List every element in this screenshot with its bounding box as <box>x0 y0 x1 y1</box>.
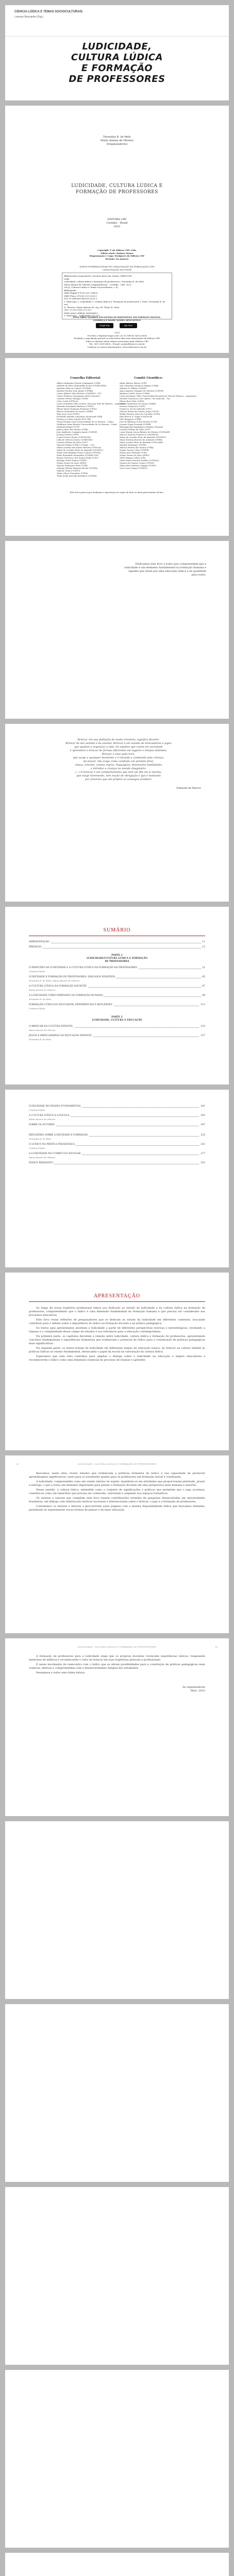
cip-line: Índice para catálogo sistemático <box>64 311 98 314</box>
council-member: Helder Buenos Aires de Carvalho (UFPI) <box>120 413 160 415</box>
summary-entry-title: LUDICIDADE NO ENSINO FUNDAMENTAL <box>29 1105 81 1108</box>
summary-entry-page: 181 <box>200 1105 205 1108</box>
summary-entry-author: Teresinha R. de Melo / Maria Alzenir de Oliveira <box>29 979 80 982</box>
book-title <box>5 183 229 195</box>
council-member: Jussara Fraga Portugal (UNEB) <box>120 423 151 426</box>
presentation-paragraph: Este livro reúne reflexões de pesquisadores que se dedicam ao estudo da ludicidade em diferentes contextos, buscando contribuir para o debate sobre a importância do lúdico na formação docente e na prática pedagógica. <box>29 1318 205 1325</box>
summary-part-heading: PARTE 2 <box>111 1016 123 1019</box>
summary-entry-author: Cristina d'Ávila <box>29 1109 45 1111</box>
cover-title-line: E FORMAÇÃO <box>81 63 153 74</box>
summary-entry-author: Teresinha R. de Melo <box>29 1138 52 1140</box>
council-member: Altair Alberto Fávero (UPF) <box>120 382 147 384</box>
epigraph-line: Brincar é uma ação livre, <box>102 753 136 756</box>
summary-part-heading: DE PROFESSORES <box>105 960 129 963</box>
council-member: Elione Maria Nogueira Diogenes (UFAL) <box>57 408 97 410</box>
organizer-line: Maria Alzenir de Oliveira <box>100 139 134 142</box>
dedication-page <box>5 541 229 719</box>
cip-line: 1. Educação 2. Ludicidade 3. Cultura lúdica 4. Formação de professores I. Melo, Teresinha R. de. org. <box>64 300 166 306</box>
cip-line: L948 <box>64 277 70 280</box>
council-member: Cesar Gerónimo Tello (Universidad Nacional de Três de Febrero – Argentina) <box>120 395 197 397</box>
council-member: Carlos Alberto Vilar Estêvão (UMINHO – PT) <box>57 392 102 395</box>
council-member: Tadeu Oliver Gonçalves (UFPA) <box>57 472 88 474</box>
summary-part-heading: PARTE 1 <box>111 954 123 957</box>
book-title-line: LUDICIDADE, CULTURA LÚDICA E <box>71 183 163 189</box>
council-member: Marcelo Paixão (UFRJ e UTexas – US) <box>57 444 94 446</box>
summary-page-2 <box>5 1090 229 1267</box>
summary-entry-author: Teresinha R. de Melo <box>29 998 52 1001</box>
cip-line: Ludicidade, cultura lúdica e formação de professores / Teresinha R. de Melo, <box>64 280 145 283</box>
legal-line: Conheça os nossos lançamentos: www.editoracrv.com.br <box>87 345 147 348</box>
council-member: Sérgio Nunes de Jesus (IFRO) <box>57 462 87 464</box>
council-member: Barbara Coelho Neves (UFBA) <box>120 392 150 395</box>
council-member: Lourdes Helena da Silva (UFV) <box>57 441 88 444</box>
cip-line: Bibliografia <box>64 289 76 292</box>
council-member: Fauston Negreiros (UFPI) <box>120 405 145 408</box>
legal-line: Foi feito o depósito legal conf. Lei 10.994 de 14/12/2004 <box>87 334 147 337</box>
blank-page <box>5 1821 229 1999</box>
cip-box <box>62 273 172 319</box>
copyright-block <box>5 249 229 260</box>
copyright-line: Revisão: Os Autores <box>105 257 129 260</box>
summary-entry-page: 11 <box>202 941 205 943</box>
epigraph-line: que surge livremente, sem noção de obrigação e que é motivado <box>76 774 161 777</box>
summary-entry[interactable] <box>29 946 205 949</box>
summary-entry[interactable] <box>29 1105 205 1108</box>
running-head: LUDICIDADE, CULTURA LÚDICA E FORMAÇÃO DE PROFESSORES <box>77 1463 157 1465</box>
summary-entry[interactable] <box>29 1134 205 1137</box>
presentation-paragraph: Ao longo de nossa trajetória profissional temos nos dedicado ao estudo da ludicidade e da cultura lúdica na formação de professores, compreendendo que o lúdico é uma dimensão fundamental da formação humana e que precisa ser considerado nos processos educativos. <box>29 1307 205 1317</box>
editorial-council <box>57 377 126 477</box>
council-member: Anselmo Alencar Colares (UFOPA) <box>57 387 91 389</box>
body-paragraph: Convidamos os leitores e leitoras a percorrerem estas páginas com a mesma disponibilidade lúdica que buscamos defender, permitindo-se experimentar novas formas de pensar e de fazer educação. <box>29 1505 205 1512</box>
council-member: Eduardo Fernandes Barbosa (UFMG) <box>57 405 94 408</box>
summary-entry[interactable] <box>29 1025 205 1028</box>
council-member: Maria Cristina dos Santos Bezerra (UFSCar) <box>57 446 102 449</box>
summary-page-1 <box>5 907 229 1084</box>
cip-line: DOI 10.24824/978652512350.5 <box>64 297 97 300</box>
summary-entry-author: Maria Alzenir de Oliveira <box>29 1156 56 1159</box>
summary-entry[interactable] <box>29 1004 205 1007</box>
presentation-rule <box>29 1301 205 1302</box>
summary-entry[interactable] <box>29 985 205 988</box>
epigraph-line: relaxa, envolve, ensina regras, linguagens, desenvolve habilidades <box>75 764 162 767</box>
epigraph <box>36 738 201 782</box>
council-member: Ana Chrystina Venancio Mignot (UERJ) <box>120 384 159 387</box>
epigraph-line: que ajudam a organizar a vida. Os sujeitos que vivem em sociedade <box>74 745 163 749</box>
council-member: José de Ribamar Sousa Pereira (UCB) <box>120 420 157 423</box>
summary-part-heading: LUDICIDADE, CULTURA E EDUCAÇÃO <box>92 1019 142 1022</box>
council-member: Andréia N. Militão (UEMS) <box>120 387 147 389</box>
council-member: Sonia Maria Ferreira Koehler (UNISAL) <box>120 459 159 462</box>
summary-entry-title: PREFÁCIO <box>29 946 42 948</box>
council-member: Simone Rodrigues Pinto (UNB) <box>57 464 88 467</box>
organizers <box>5 135 229 146</box>
cover-title <box>5 41 229 84</box>
summary-part-heading: LUDICIDADE/CULTURA LÚDICA E FORMAÇÃO <box>86 957 148 960</box>
summary-entry-title: LUDICIDADE E FORMAÇÃO DE PROFESSORES: DIÁLOGOS POSSÍVEIS <box>29 976 115 978</box>
cip-line: Bibliotecária responsável: Luzenira Alves dos Santos CRB9/1506 <box>64 275 132 277</box>
blank-page <box>5 2370 229 2548</box>
body-paragraph: É nesse movimento de reencontro com o lúdico que se abrem possibilidades para a construção de práticas pedagógicas mais criativas, afetivas e comprometidas com o desenvolvimento integral dos estudantes. <box>29 1663 205 1670</box>
council-member: Elizeu Clementino de Souza (UNEB) <box>57 410 93 413</box>
summary-entry-title: FORMAÇÃO LÚDICA DO EDUCADOR: EXPERIÊNCIAS E REFLEXÕES <box>29 1004 112 1006</box>
council-member: Lucia Marisy Souza Ribeiro de Oliveira (UNIVASF) <box>120 431 171 433</box>
council-member: Gloria Fariñas León (Universidade de La Havana – Cuba) <box>57 420 113 423</box>
organizer-line: Teresinha R. de Melo <box>103 135 131 139</box>
body-paragraph: Desejamos a todos uma ótima leitura. <box>36 1671 86 1674</box>
council-member: Maria de Lourdes Pinto de Almeida (UNOESC) <box>120 436 166 438</box>
summary-entry-author: Teresinha R. de Melo <box>29 1038 52 1041</box>
body-paragraph: Buscamos, nesta obra, reunir estudos que evidenciam a potência formativa do lúdico e sua capacidade de promover aprendizagens significativas, tanto para os estudantes quanto para os professores em formação inicial e continuada. <box>29 1472 205 1479</box>
epigraph-line: por prazeres que ele próprio se consegue produzir. <box>85 778 152 781</box>
scientific-committee-list <box>120 382 197 469</box>
council-member: Sérgio Nunes de Jesus (IFRO) <box>120 454 149 456</box>
summary-entry-title: A CULTURA LÚDICA E A ESCOLA <box>29 1114 70 1117</box>
summary-entry-page: 67 <box>202 985 205 988</box>
epigraph-line: Brincar, em sua definição de modo irrestrito, significa divertir; <box>77 738 160 741</box>
summary-entry-author: Cristina d'Ávila <box>29 1147 45 1149</box>
peer-review-note: Este livro passou por avaliação e aprovação às cegas de dois ou mais pareceristas ad hoc. <box>70 491 164 494</box>
council-member: Cesar Gerónimo Tello (Univer. Nacional Três de Febrero – Argentina) <box>57 402 126 405</box>
cover-page <box>5 5 229 100</box>
publisher-name: EDITORA CRV <box>107 218 127 221</box>
council-member: Michele Rodrigues (UFPR) <box>120 444 146 446</box>
council-member: Maria de Lourdes Pinto de Almeida (UNOESC) <box>57 449 104 451</box>
council-member: Carmen Tereza Velanga (UNIR) <box>57 397 88 400</box>
presentation-paragraph: Na segunda parte, os textos tratam da ludicidade em diferentes etapas da educação básica, do brincar na cultura infantil às práticas lúdicas no ensino fundamental, destacando o papel da escola na valorização da cultura lúdica. <box>29 1347 205 1353</box>
summary-entry-author: Maria Alzenir de Oliveira <box>29 989 56 991</box>
cover-header <box>5 5 229 37</box>
summary-entry[interactable] <box>29 1143 205 1146</box>
summary-entry-title: A CULTURA LÚDICA NA FORMAÇÃO DOCENTE <box>29 985 87 988</box>
body-paragraph: Nesse sentido, a cultura lúdica, entendida como o conjunto de significações e práticas que permitem que o jogo aconteça, constitui-se como um repertório que precisa ser conhecido, valorizado e ampliado nos espaços formativos. <box>29 1488 205 1495</box>
summary-entry[interactable] <box>29 1114 205 1117</box>
legal-line: Todos os direitos desta edição reservados pela: Editora CRV <box>85 340 149 343</box>
publisher-year: 2023 <box>113 225 121 228</box>
digital-notice-line: CONHEÇA E BAIXE NOSSO APLICATIVO! <box>93 318 141 321</box>
presentation-heading: APRESENTAÇÃO <box>93 1293 141 1299</box>
series-subtitle: Lorenzo Boscardin (Org.) <box>14 15 44 19</box>
council-member: Inês Bragança (UERJ) <box>120 418 142 420</box>
presentation-paragraph: Na primeira parte, os capítulos discutem a relação entre ludicidade, cultura lúdica e formação de professores, apresentando conceitos fundamentais e experiências formativas que evidenciam o potencial do lúdico para a constituição de práticas pedagógicas mais significativas. <box>29 1335 205 1345</box>
presentation-page <box>5 1273 229 1450</box>
summary-entry-page: 21 <box>202 967 205 969</box>
book-title-line: FORMAÇÃO DE PROFESSORES <box>76 190 158 195</box>
summary-entry-page: 347 <box>200 1124 205 1126</box>
council-member: Helmuth Krüger (UCP) <box>57 426 80 428</box>
epigraph-author: Edmund de Barros <box>176 787 201 790</box>
presentation-paragraph: Esperamos que esta obra contribua para ampliar o diálogo sobre a ludicidade na educação e inspire educadores a reconhecerem o lúdico como uma dimensão essencial do processo de ensinar e aprender. <box>29 1355 205 1362</box>
summary-entry-title: SOBRE OS AUTORES <box>29 1124 55 1126</box>
council-member: Élsio José Corá (UFFS) <box>57 413 80 415</box>
summary-entry[interactable] <box>29 1035 205 1038</box>
summary-entry[interactable] <box>29 1124 205 1127</box>
cover-title-line: DE PROFESSORES <box>69 74 165 84</box>
organizer-line: (Organizadores) <box>106 143 128 146</box>
google-play-badge[interactable]: Google Play <box>96 323 113 328</box>
cover-title-line: CULTURA LÚDICA <box>71 52 163 63</box>
presentation-paragraph: Os textos aqui apresentados abordam a ludicidade a partir de diferentes perspectivas teóricas e metodológicas, revelando a riqueza e a complexidade desse campo de estudos e sua relevância para a educação contemporânea. <box>29 1327 205 1333</box>
scientific-committee-heading: Comitê Científico: <box>134 377 163 380</box>
summary-entry-page: 353 <box>200 1162 205 1164</box>
cip-line: ISBN Digital 978-65-251-2346-8 <box>64 292 98 294</box>
council-member: Josania Portela (UFPI) <box>57 433 79 436</box>
cip-line: Maria Alzenir de Oliveira (organizadoras) – Curitiba : CRV, 2023. <box>64 283 132 286</box>
editorial-council-list <box>57 382 126 477</box>
epigraph-line: e introduz a criança no mundo imaginário. <box>91 767 146 770</box>
presentation-body <box>29 1307 205 1363</box>
legal-notice <box>5 331 229 348</box>
epigraph-line: dá prazer, não exige como condição um produto final; <box>83 760 154 763</box>
summary-entry-page: 225 <box>200 1134 205 1137</box>
council-member: Lídia de Oliveira Xavier (UNIEURO) <box>57 438 93 441</box>
cip-subtitle: CATALOGAÇÃO NA FONTE <box>102 268 132 271</box>
epigraph-line: Brincar de dar sentido e de ensinar. Brincar é um mundo de brincadeiras e jogos <box>65 742 172 745</box>
body-paragraph: A ludicidade, compreendida como um estado interno do sujeito, manifesta-se em atividades que proporcionam plenitude, prazer e entrega, o que a torna um elemento importante para pensar a formação docente em uma perspectiva mais humana e sensível. <box>29 1480 205 1487</box>
council-member: João Adalberto Campato Junior (UNESP) <box>57 431 97 433</box>
council-member: Antônio Pereira Gaio Júnior (UFRRJ) <box>57 389 93 392</box>
dedication-text: Dedicamos este livro a todos que compreendem que a ludicidade é um elemento fundamental na formação humana e àqueles que lutam por uma educação lúdica e de qualidade para todos. <box>124 563 206 577</box>
cip-line: CDU 37.015 CDD 371.337 <box>64 309 92 311</box>
council-member: Diosnel Centurion (Univ Americ. de Asunción – Py) <box>120 397 171 400</box>
summary-entry-page: 111 <box>200 1004 205 1006</box>
council-member: Anna Augusta Sampaio de Oliveira (UNESP) <box>120 389 164 392</box>
summary-entry-title: A LUDICIDADE NO CURRÍCULO ESCOLAR <box>29 1153 81 1155</box>
cip-line: II. Oliveira, Maria Alzenir de. org. III. Título IV. Série. <box>64 306 120 309</box>
signature-block <box>182 1686 205 1693</box>
council-member: Marcos Vinicius Francisco (UNOESTE) <box>120 433 159 436</box>
council-member: Guillermo Arias Beatón (Universidade de La Havana – Cuba) <box>57 423 117 426</box>
blank-page <box>5 2187 229 2365</box>
summary-entry[interactable] <box>29 941 205 944</box>
council-member: Kilwangy Kya Kapitango-a-Samba (Unemat) <box>120 426 163 428</box>
publisher-city: Curitiba – Brasil <box>106 222 128 225</box>
council-member: Fernando Antônio Gonçalves Alcoforado (IPB) <box>57 415 103 418</box>
body-paragraph: Os autores e autoras que compõem este livro trazem contribuições oriundas de pesquisas desenvolvidas em universidades brasileiras, em diálogo com referenciais teóricos nacionais e internacionais sobre o brincar, o jogo e a formação de professores. <box>29 1497 205 1503</box>
council-member: Maria Lurdes Pinto de Almeida (UNICAMP) <box>120 441 163 444</box>
legal-line: Proibida a reprodução parcial ou total desta obra sem autorização da Editora CRV <box>74 337 160 340</box>
text-page-13 <box>5 1638 229 1816</box>
blank-page <box>5 2004 229 2182</box>
cip-line: ISBN Físico 978-65-251-2350-5 <box>64 294 97 297</box>
blank-page <box>5 2553 229 2576</box>
council-member: Carlos Federico Domínguez Avila (Unieuro) <box>57 395 100 397</box>
summary-heading: SUMÁRIO <box>103 927 131 933</box>
summary-entry-page: 157 <box>200 1035 205 1037</box>
cip-line: 356 p. (Ciência Lúdica e Temas Socioculturais, v. 4) <box>64 286 118 289</box>
council-member: Rodrigo Pratte-Santos (UFES) <box>57 459 87 462</box>
text-body <box>29 1472 205 1513</box>
summary-entry-page: 277 <box>200 1153 205 1155</box>
digital-notice <box>5 316 229 321</box>
council-member: Vera Lucia Gaspar (UDESC) <box>120 467 148 469</box>
summary-entry-title: ÍNDICE REMISSIVO <box>29 1162 54 1164</box>
council-member: Lourdes Helena da Silva (UFV) <box>120 428 151 431</box>
summary-entry-author: Maria Alzenir de Oliveira <box>29 1029 56 1031</box>
council-member: Eliane Rose Maio (UEM) <box>120 400 144 402</box>
council-page <box>5 358 229 536</box>
editorial-council-heading: Conselho Editorial: <box>70 377 101 380</box>
council-member: Tania Suely Azevedo Brasileiro (UFOPA) <box>57 474 97 477</box>
epigraph-line: e aprendem a brincar de formas diferentes em lugares e tempos distintos. <box>70 749 168 752</box>
council-member: Najela Tavares Ujiie (UTFPR) <box>120 449 149 451</box>
copyright-line: Editor-chefe: Railson Moura <box>101 251 133 255</box>
summary-entry-title: APRESENTAÇÃO <box>29 941 49 943</box>
legal-line: 2023 <box>114 331 120 334</box>
council-member: Suzana dos Santos Gomes (UFMG) <box>120 462 155 464</box>
council-member: Silvia Regina Canan (URI) <box>120 456 146 459</box>
signature-line: Maio, 2023 <box>190 1689 205 1692</box>
summary-entry-page: 45 <box>202 976 205 978</box>
summary-entry-page: 89 <box>202 994 205 997</box>
council-member: Mônica Pereira dos Santos (UFRJ) <box>120 446 154 449</box>
series-title: CIENCIA LÚDICA E TEMAS SOCIOCULTURAIS <box>14 10 83 13</box>
summary-entry-title: O LÚDICO NA PRÁTICA PEDAGÓGICA <box>29 1143 75 1146</box>
summary-entry-title: A LUDICIDADE COMO DIMENSÃO DA FORMAÇÃO HUMANA <box>29 994 103 997</box>
summary-entry-title: JOGOS E BRINCADEIRAS NA EDUCAÇÃO INFANTIL <box>29 1035 92 1037</box>
council-member: Leonel Severo Rocha (UNISINOS) <box>57 436 91 438</box>
cover-title-line: LUDICIDADE, <box>82 41 152 52</box>
publisher-block <box>5 218 229 229</box>
copyright-line: Copyright © da Editora CRV Ltda. <box>97 249 137 251</box>
council-member: Paulo Romualdo Hernandes (UNIFAL-MG) <box>57 454 99 456</box>
epigraph-line: que surge a qualquer momento e é iniciada e conduzida pela criança; <box>73 756 164 759</box>
text-body <box>29 1655 205 1676</box>
council-member: Jailson Alves dos Santos (UFRJ) <box>57 428 88 431</box>
summary-entry-page: 133 <box>200 1025 205 1028</box>
running-head: LUDICIDADE, CULTURA LÚDICA E FORMAÇÃO DE PROFESSORES <box>77 1646 157 1648</box>
council-member: Celso Conti (UFSCar) <box>57 400 78 402</box>
council-member: Maria Eurácia Barreto de Andrade (UFRB) <box>120 438 162 441</box>
summary-entry-title: REFLEXÕES SOBRE LUDICIDADE E FORMAÇÃO <box>29 1134 88 1137</box>
page-number: 12 <box>16 1463 19 1465</box>
summary-entry-author: Cristina d'Ávila <box>29 1007 45 1010</box>
copyright-line: Diagramação e Capa: Designers da Editora CRV <box>89 255 145 257</box>
summary-entry[interactable] <box>29 1162 205 1165</box>
page-number: 13 <box>215 1646 218 1648</box>
council-member: Renato Francisco dos Santos Paula (UFG) <box>57 456 98 459</box>
epigraph-page <box>5 724 229 902</box>
council-member: Solange Helena Ximenes-Rocha (UFOPA) <box>57 467 98 469</box>
cip-title: DADOS INTERNACIONAIS DE CATALOGAÇÃO NA PUBLICAÇÃO (CIP) <box>79 265 155 268</box>
app-store-badge[interactable]: App Store <box>120 323 137 328</box>
signature-line: As organizadoras <box>182 1686 205 1689</box>
summary-entry-title: O BRINCAR NA CULTURA INFANTIL <box>29 1025 73 1028</box>
summary-entry[interactable] <box>29 967 205 970</box>
text-page-12 <box>5 1455 229 1633</box>
summary-entry[interactable] <box>29 976 205 979</box>
cip-heading <box>5 265 229 271</box>
summary-entry-author: Maria Alzenir de Oliveira <box>29 1118 56 1121</box>
summary-entry[interactable] <box>29 994 205 997</box>
council-member: Elizeu Clementino de Souza (UNEB) <box>120 402 156 405</box>
epigraph-line: (...) O brincar é um comportamento que tem um fim em si mesmo, <box>75 771 162 774</box>
council-member: Gláucia Maria dos Santos Jorge (UFOP) <box>120 410 159 413</box>
summary-entry-page: 251 <box>200 1143 205 1146</box>
council-member: Francisco Carlos Duarte (PUC-PR) <box>57 418 91 420</box>
council-member: Nilson José Machado (USP) <box>120 451 147 454</box>
cip-line: 1. Educação – Ludicidade 371.337 <box>64 314 100 317</box>
council-member: Sydione Santos (UEPG) <box>57 469 80 472</box>
council-member: Ilma Passos A. Veiga (UNICEUB) <box>120 415 153 418</box>
council-member: Maria Lília Imbiriba Sousa Colares (UFOPA) <box>57 451 101 454</box>
council-member: Aldira Guimarães Duarte Domínguez (UNB) <box>57 382 101 384</box>
scientific-committee <box>120 377 197 469</box>
body-paragraph: A formação de professores para a ludicidade exige que os próprios docentes vivenciem experiências lúdicas, resgatando memórias de infância e reconhecendo o valor do brincar em suas trajetórias pessoais e profissionais. <box>29 1655 205 1662</box>
council-member: Francisco Ari de Andrade (UFC) <box>120 408 152 410</box>
summary-entry[interactable] <box>29 1153 205 1156</box>
digital-notice-line: ESTA OBRA TAMBÉM ENCONTRA-SE DISPONÍVEL EM FORMATO DIGITAL. <box>73 316 161 318</box>
council-member: Vânia Alves Martins Chaigar (FURG) <box>120 464 156 467</box>
summary-entry-title: O PRINCÍPIO DA LUDICIDADE E A CULTURA LÚDICA NA FORMAÇÃO DE PROFESSORES <box>29 967 138 969</box>
summary-entry-page: 203 <box>200 1114 205 1117</box>
title-page <box>5 106 229 353</box>
summary-entry-author: Cristina d'Ávila <box>29 970 45 973</box>
summary-entry-page: 15 <box>202 946 205 948</box>
council-member: Andréia da Silva Quintanilha Sousa (UNIR/UFRN) <box>57 384 107 387</box>
legal-line: Tel.: (41) 3039-6418 – E-mail: sac@editoracrv.com.br <box>89 343 145 345</box>
